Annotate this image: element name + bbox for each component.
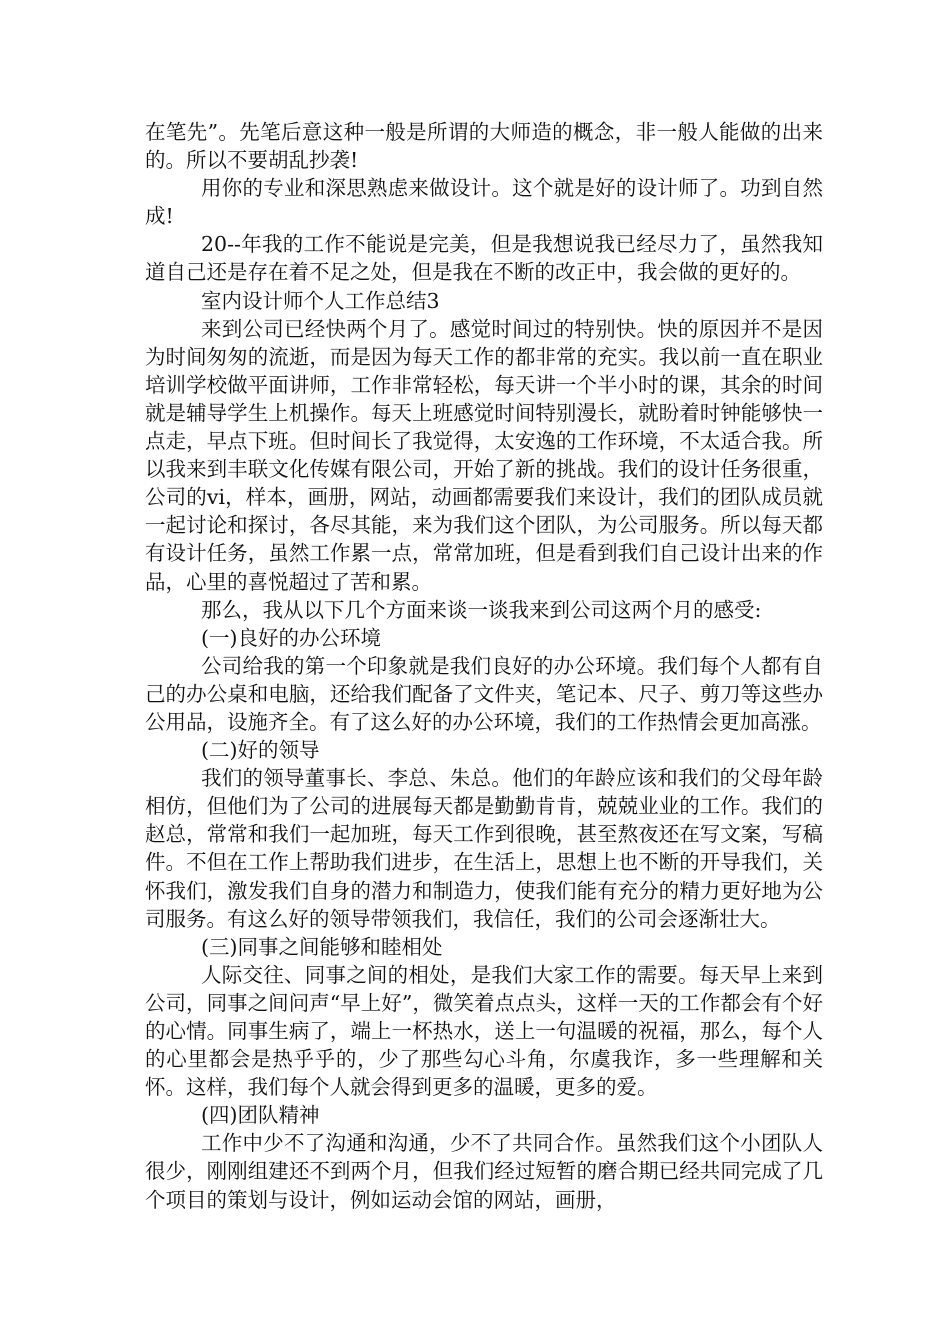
paragraph: 工作中少不了沟通和沟通，少不了共同合作。虽然我们这个小团队人很少，刚刚组建还不到两个月，但我们经过短暂的磨合期已经共同完成了几个项目的策划与设计，例如运动会馆的网站，画册， [145,1131,823,1212]
paragraph: 人际交往、同事之间的相处，是我们大家工作的需要。每天早上来到公司，同事之间问声“早上好”，微笑着点点头，这样一天的工作都会有个好的心情。同事生病了，端上一杯热水，送上一句温暖的祝福，那么，每个人的心里都会是热乎乎的，少了那些勾心斗角，尔虞我诈，多一些理解和关怀。这样，我们每个人就会得到更多的温暖，更多的爱。 [145,962,823,1100]
subsection-heading: (二)好的领导 [201,738,320,763]
subsection-heading: (四)团队精神 [201,1103,320,1128]
paragraph: 公司给我的第一个印象就是我们良好的办公环境。我们每个人都有自己的办公桌和电脑，还给我们配备了文件夹，笔记本、尺子、剪刀等这些办公用品，设施齐全。有了这么好的办公环境，我们的工作热情会更加高涨。 [145,653,823,734]
paragraph: 我们的领导董事长、李总、朱总。他们的年龄应该和我们的父母年龄相仿，但他们为了公司的进展每天都是勤勤肯肯，兢兢业业的工作。我们的赵总，常常和我们一起加班，每天工作到很晚，甚至熬夜还在写文案，写稿件。不但在工作上帮助我们进步，在生活上，思想上也不断的开导我们，关怀我们，激发我们自身的潜力和制造力，使我们能有充分的精力更好地为公司服务。有这么好的领导带领我们，我信任，我们的公司会逐渐壮大。 [145,766,823,931]
section-title: 室内设计师个人工作总结3 [201,288,440,313]
paragraph: 那么，我从以下几个方面来谈一谈我来到公司这两个月的感受: [201,597,762,622]
subsection-heading: (三)同事之间能够和睦相处 [201,934,443,959]
document-body [145,118,823,1214]
paragraph: 20--年我的工作不能说是完美，但是我想说我已经尽力了，虽然我知道自己还是存在着不足之处，但是我在不断的改正中，我会做的更好的。 [145,232,823,285]
paragraph-continuation: 在笔先”。先笔后意这种一般是所谓的大师造的概念，非一般人能做的出来的。所以不要胡乱抄袭! [145,120,823,173]
subsection-heading: (一)良好的办公环境 [201,625,381,650]
paragraph: 用你的专业和深思熟虑来做设计。这个就是好的设计师了。功到自然成! [145,176,823,229]
paragraph: 来到公司已经快两个月了。感觉时间过的特别快。快的原因并不是因为时间匆匆的流逝，而是因为每天工作的都非常的充实。我以前一直在职业培训学校做平面讲师，工作非常轻松，每天讲一个半小时的课，其余的时间就是辅导学生上机操作。每天上班感觉时间特别漫长，就盼着时钟能够快一点走，早点下班。但时间长了我觉得，太安逸的工作环境，不太适合我。所以我来到丰联文化传媒有限公司，开始了新的挑战。我们的设计任务很重，公司的vi，样本，画册，网站，动画都需要我们来设计，我们的团队成员就一起讨论和探讨，各尽其能，来为我们这个团队，为公司服务。所以每天都有设计任务，虽然工作累一点，常常加班，但是看到我们自己设计出来的作品，心里的喜悦超过了苦和累。 [145,316,823,594]
